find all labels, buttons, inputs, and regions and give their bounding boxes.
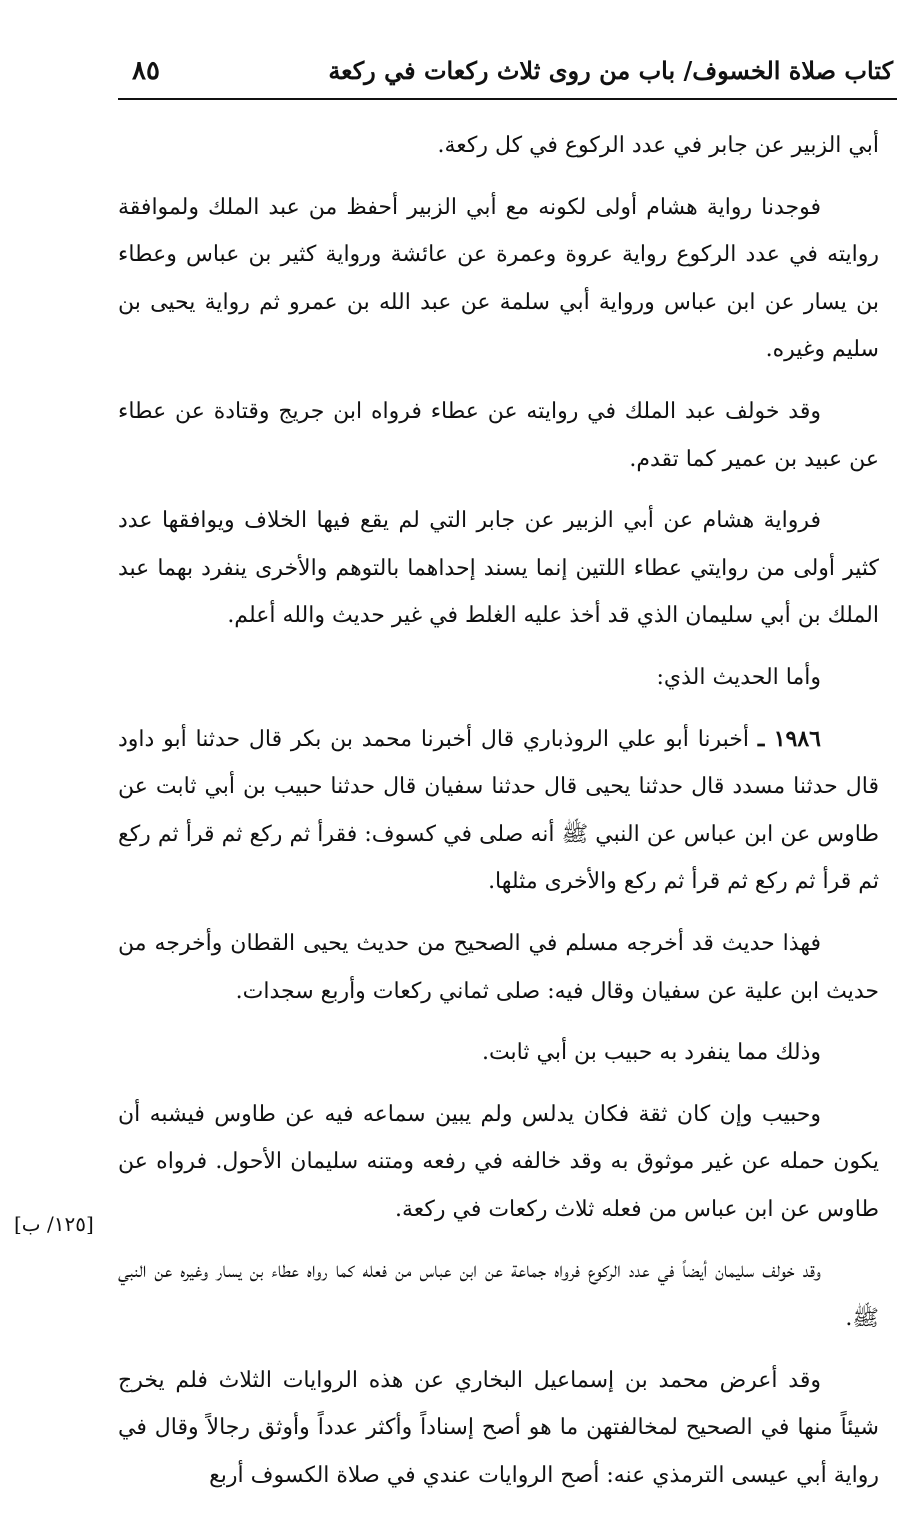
page-number: ٨٥ [132, 56, 160, 86]
running-title: كتاب صلاة الخسوف/ باب من روى ثلاث ركعات في ركعة [328, 56, 893, 85]
body-text [118, 122, 879, 1513]
paragraph: فهذا حديث قد أخرجه مسلم في الصحيح من حديث يحيى القطان وأخرجه من حديث ابن علية عن سفيان وقال فيه: صلى ثماني ركعات وأربع سجدات. [118, 930, 879, 1004]
paragraph: وقد أعرض محمد بن إسماعيل البخاري عن هذه الروايات الثلاث فلم يخرج شيئاً منها في الصحيح لمخالفتهن ما هو أصح إسناداً وأكثر عدداً وأوثق رجالاً وقال في رواية أبي عيسى الترمذي عنه: أصح الروايات عندي في صلاة الكسوف أربع [118, 1367, 879, 1488]
paragraph: أبي الزبير عن جابر في عدد الركوع في كل ركعة. [437, 133, 879, 158]
paragraph: وأما الحديث الذي: [656, 664, 821, 690]
hadith-number: ١٩٨٦ ـ [757, 725, 821, 752]
paragraph: وقد خولف سليمان أيضاً في عدد الركوع فرواه جماعة عن ابن عباس من فعله كما رواه عطاء بن يسار وغيره عن النبي ﷺ. [118, 1258, 879, 1332]
paragraph: وذلك مما ينفرد به حبيب بن أبي ثابت. [481, 1040, 821, 1066]
paragraph: فرواية هشام عن أبي الزبير عن جابر التي لم يقع فيها الخلاف ويوافقها عدد كثير أولى من روايتي عطاء اللتين إنما يسند إحداهما بالتوهم والأخرى ينفرد بهما عبد الملك بن أبي سليمان الذي قد أخذ عليه الغلط في غير حديث والله أعلم. [118, 508, 879, 629]
hadith-text: أخبرنا أبو علي الروذباري قال أخبرنا محمد بن بكر قال حدثنا أبو داود قال حدثنا مسدد قال حدثنا يحيى قال حدثنا سفيان قال حدثنا حبيب بن أبي ثابت عن طاوس عن ابن عباس عن النبي ﷺ أنه صلى في كسوف: فقرأ ثم ركع ثم قرأ ثم ركع ثم قرأ ثم ركع ثم قرأ ثم ركع والأخرى مثلها. [118, 726, 879, 895]
hadith-paragraph [118, 716, 879, 906]
paragraph: فوجدنا رواية هشام أولى لكونه مع أبي الزبير أحفظ من عبد الملك ولموافقة روايته في عدد الركوع رواية عروة وعمرة عن عائشة ورواية كثير بن عباس وعطاء بن يسار عن ابن عباس ورواية أبي سلمة عن عبد الله بن عمرو ثم رواية يحيى بن سليم وغيره. [118, 194, 879, 363]
paragraph: وحبيب وإن كان ثقة فكان يدلس ولم يبين سماعه فيه عن طاوس فيشبه أن يكون حمله عن غير موثوق به وقد خالفه في رفعه ومتنه سليمان الأحول. فرواه عن طاوس عن ابن عباس من فعله ثلاث ركعات في ركعة. [118, 1101, 879, 1222]
paragraph: وقد خولف عبد الملك في روايته عن عطاء فرواه ابن جريج وقتادة عن عطاء عن عبيد بن عمير كما تقدم. [118, 398, 879, 472]
page-header [118, 54, 897, 100]
manuscript-folio-note: [١٢٥/ ب] [14, 1212, 94, 1236]
